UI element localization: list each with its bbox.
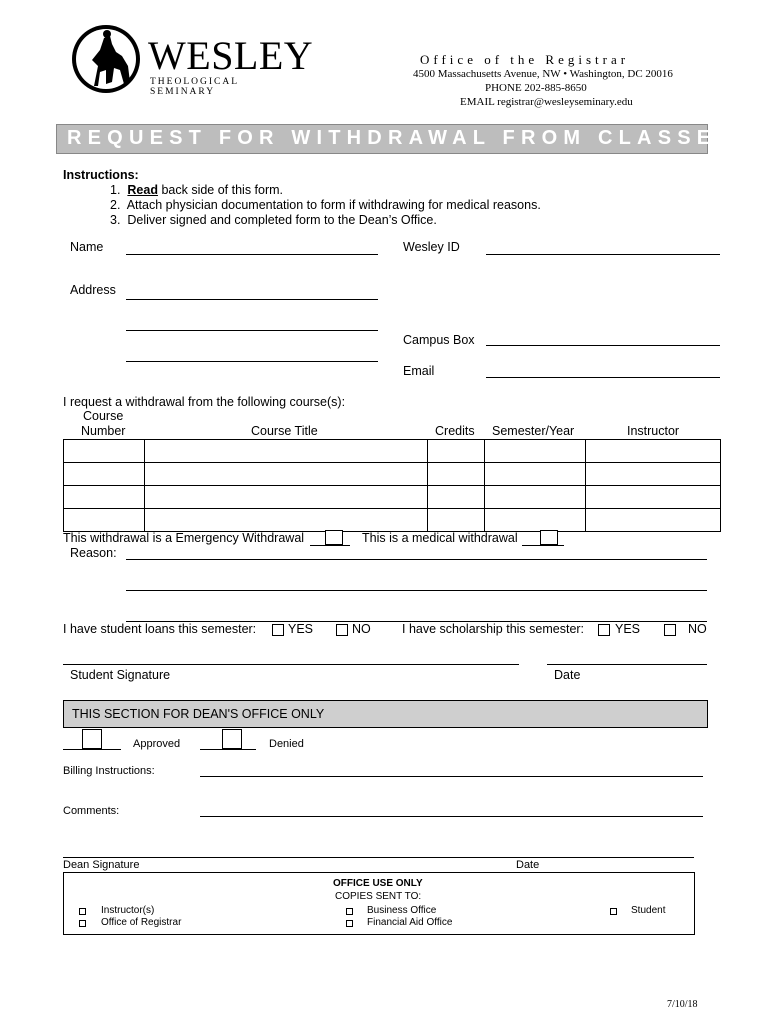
- form-title: REQUEST FOR WITHDRAWAL FROM CLASSES: [67, 127, 736, 149]
- table-cell[interactable]: [64, 440, 145, 463]
- address-field-1[interactable]: [126, 299, 378, 300]
- denied-checkbox[interactable]: [222, 729, 242, 749]
- table-row: [64, 509, 721, 532]
- form-title-bar: [56, 124, 736, 154]
- name-field[interactable]: [126, 254, 378, 255]
- dean-date-label: Date: [516, 859, 540, 871]
- instructors-checkbox[interactable]: [79, 908, 86, 915]
- col-semester: Semester/Year: [492, 424, 575, 438]
- medical-line: [522, 545, 564, 546]
- student-signature-label: Student Signature: [70, 668, 171, 682]
- col-credits: Credits: [435, 424, 475, 438]
- name-label: Name: [70, 240, 104, 254]
- reason-label: Reason:: [70, 546, 117, 560]
- address-field-2[interactable]: [126, 330, 378, 331]
- email-field[interactable]: [486, 377, 720, 378]
- approved-line: [63, 749, 121, 750]
- wesley-id-field[interactable]: [486, 254, 720, 255]
- logo: [70, 22, 314, 97]
- table-cell[interactable]: [485, 509, 586, 532]
- instruction-num: 2.: [110, 198, 121, 212]
- scholarship-no-label: NO: [688, 622, 707, 636]
- office-use-box: [63, 872, 695, 935]
- table-cell[interactable]: [586, 486, 721, 509]
- office-email: EMAIL registrar@wesleyseminary.edu: [460, 96, 633, 108]
- instruction-1: [110, 183, 283, 197]
- business-checkbox[interactable]: [346, 908, 353, 915]
- financial-aid-checkbox[interactable]: [346, 920, 353, 927]
- instruction-text: back side of this form.: [157, 183, 284, 197]
- registrar-checkbox[interactable]: [79, 920, 86, 927]
- dean-section-heading: THIS SECTION FOR DEAN'S OFFICE ONLY: [72, 707, 325, 721]
- student-date-label: Date: [554, 668, 581, 682]
- denied-line: [200, 749, 256, 750]
- student-copy-label: Student: [631, 905, 666, 916]
- instruction-3: [110, 213, 437, 227]
- billing-field[interactable]: [200, 776, 703, 777]
- dean-signature-label: Dean Signature: [63, 859, 140, 871]
- instruction-2: [110, 198, 541, 212]
- course-table: [63, 439, 721, 532]
- table-cell[interactable]: [145, 440, 428, 463]
- logo-emblem: [70, 22, 150, 96]
- scholarship-yes-label: YES: [615, 622, 641, 636]
- office-name: Office of the Registrar: [420, 52, 630, 67]
- reason-field-1[interactable]: [126, 559, 707, 560]
- instructors-label: Instructor(s): [101, 905, 155, 916]
- student-signature-field[interactable]: [63, 664, 519, 665]
- loans-no-label: NO: [352, 622, 371, 636]
- denied-label: Denied: [269, 738, 304, 750]
- col-instructor: Instructor: [627, 424, 680, 438]
- student-loans-label: I have student loans this semester:: [63, 622, 259, 636]
- table-cell[interactable]: [64, 509, 145, 532]
- student-date-field[interactable]: [547, 664, 707, 665]
- table-cell[interactable]: [64, 463, 145, 486]
- table-cell[interactable]: [586, 509, 721, 532]
- table-row: [64, 486, 721, 509]
- office-phone: PHONE 202-885-8650: [485, 82, 587, 94]
- address-field-3[interactable]: [126, 361, 378, 362]
- table-cell[interactable]: [145, 509, 428, 532]
- course-intro: I request a withdrawal from the following course(s):: [63, 395, 346, 409]
- emergency-checkbox[interactable]: [325, 530, 343, 545]
- instruction-text: Attach physician documentation to form if withdrawing for medical reasons.: [126, 198, 541, 212]
- table-cell[interactable]: [586, 463, 721, 486]
- comments-field[interactable]: [200, 816, 703, 817]
- office-address: 4500 Massachusetts Avenue, NW • Washington, DC 20016: [413, 68, 673, 80]
- instruction-num: 3.: [110, 213, 121, 227]
- col-course-label: Course: [83, 409, 124, 423]
- email-label: Email: [403, 364, 435, 378]
- billing-label: Billing Instructions:: [63, 765, 155, 777]
- logo-word: WESLEY: [148, 33, 314, 78]
- address-label: Address: [70, 283, 116, 297]
- loans-yes-label: YES: [288, 622, 314, 636]
- table-cell[interactable]: [64, 486, 145, 509]
- business-label: Business Office: [367, 905, 437, 916]
- emergency-label: This withdrawal is a Emergency Withdrawal: [63, 531, 305, 545]
- col-course-number: [81, 409, 125, 439]
- financial-aid-label: Financial Aid Office: [367, 917, 453, 928]
- approved-checkbox[interactable]: [82, 729, 102, 749]
- dean-signature-field[interactable]: [63, 857, 694, 858]
- wesley-id-label: Wesley ID: [403, 240, 460, 254]
- dean-section-bar: [63, 700, 708, 728]
- scholarship-yes-checkbox[interactable]: [598, 624, 610, 636]
- table-cell[interactable]: [485, 486, 586, 509]
- table-cell[interactable]: [145, 486, 428, 509]
- table-row: [64, 463, 721, 486]
- instructions-heading: Instructions:: [63, 168, 139, 182]
- logo-subtitle: THEOLOGICAL SEMINARY: [150, 77, 239, 97]
- comments-label: Comments:: [63, 805, 120, 817]
- table-cell[interactable]: [428, 463, 485, 486]
- reason-field-2[interactable]: [126, 590, 707, 591]
- loans-no-checkbox[interactable]: [336, 624, 348, 636]
- instruction-bold: Read: [127, 183, 158, 197]
- footer-date: 7/10/18: [667, 999, 698, 1010]
- scholarship-no-checkbox[interactable]: [664, 624, 676, 636]
- approved-label: Approved: [133, 738, 181, 750]
- office-use-heading: OFFICE USE ONLY: [333, 878, 423, 889]
- table-cell[interactable]: [485, 440, 586, 463]
- table-cell[interactable]: [428, 440, 485, 463]
- office-use-sub: COPIES SENT TO:: [335, 891, 422, 902]
- instruction-text: Deliver signed and completed form to the Dean’s Office.: [127, 213, 437, 227]
- emergency-line: [310, 545, 350, 546]
- col-course-title: Course Title: [251, 424, 318, 438]
- table-cell[interactable]: [428, 486, 485, 509]
- loans-yes-checkbox[interactable]: [272, 624, 284, 636]
- scholarship-label: I have scholarship this semester:: [399, 622, 587, 636]
- medical-label: This is a medical withdrawal: [362, 531, 518, 545]
- table-cell[interactable]: [145, 463, 428, 486]
- table-cell[interactable]: [586, 440, 721, 463]
- table-cell[interactable]: [485, 463, 586, 486]
- medical-checkbox[interactable]: [540, 530, 558, 545]
- campus-box-field[interactable]: [486, 345, 720, 346]
- instruction-num: 1.: [110, 183, 121, 197]
- campus-box-label: Campus Box: [403, 333, 475, 347]
- table-cell[interactable]: [428, 509, 485, 532]
- registrar-label: Office of Registrar: [101, 917, 182, 928]
- table-row: [64, 440, 721, 463]
- student-checkbox[interactable]: [610, 908, 617, 915]
- col-number-label: Number: [81, 424, 126, 438]
